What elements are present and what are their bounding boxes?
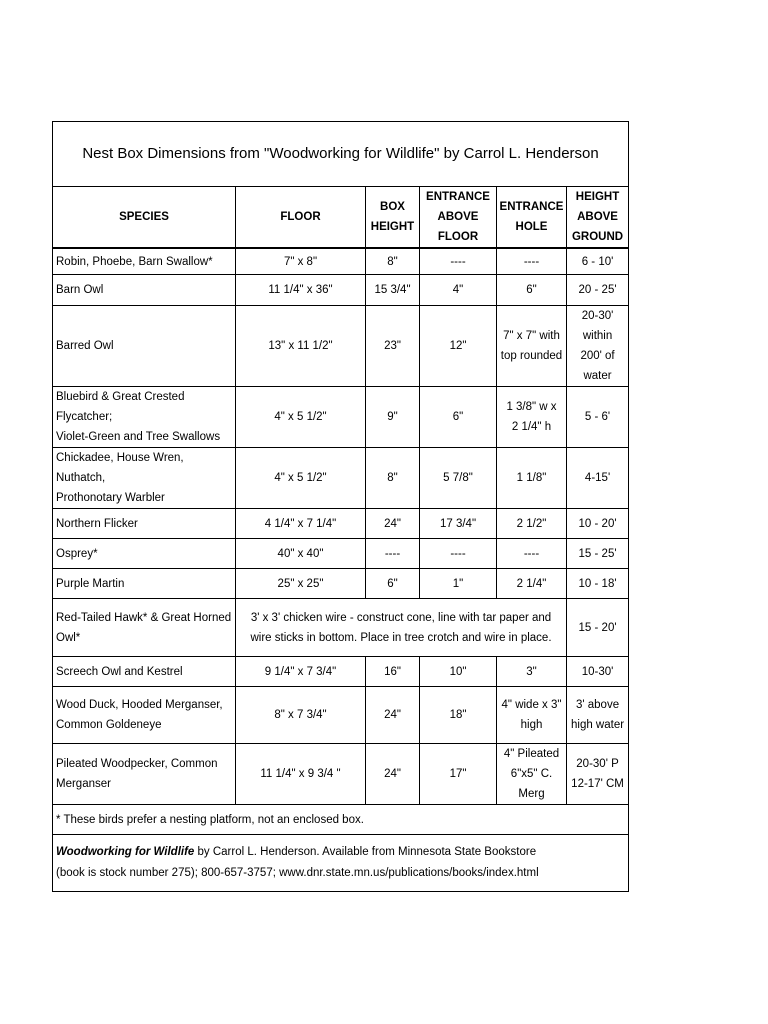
cell-entrance-above-floor: ----: [420, 539, 497, 569]
header-species: SPECIES: [53, 187, 236, 249]
cell-height-above-ground: 3' above high water: [567, 687, 629, 744]
table-row: [53, 687, 629, 744]
cell-entrance-hole: 2 1/4": [497, 569, 567, 599]
cell-floor: 40" x 40": [236, 539, 366, 569]
cell-height-above-ground: 20-30' within 200' of water: [567, 306, 629, 387]
cell-box-height: 16": [366, 657, 420, 687]
cell-entrance-above-floor: 6": [420, 387, 497, 448]
cell-entrance-hole: 7" x 7" with top rounded: [497, 306, 567, 387]
cell-species: Wood Duck, Hooded Merganser, Common Goldeneye: [53, 687, 236, 744]
table-row: [53, 248, 629, 275]
cell-floor: 4" x 5 1/2": [236, 387, 366, 448]
cell-box-height: 24": [366, 744, 420, 805]
cell-floor: 11 1/4" x 9 3/4 ": [236, 744, 366, 805]
cell-box-height: 6": [366, 569, 420, 599]
table-row: [53, 306, 629, 387]
cell-floor: 8" x 7 3/4": [236, 687, 366, 744]
cell-box-height: 23": [366, 306, 420, 387]
cell-box-height: 24": [366, 509, 420, 539]
table-row: [53, 387, 629, 448]
book-title: Woodworking for Wildlife: [56, 846, 195, 858]
cell-entrance-hole: 4" Pileated 6"x5" C. Merg: [497, 744, 567, 805]
cell-entrance-above-floor: 5 7/8": [420, 448, 497, 509]
cell-height-above-ground: 15 - 25': [567, 539, 629, 569]
cell-height-above-ground: 15 - 20': [567, 599, 629, 657]
cell-height-above-ground: 5 - 6': [567, 387, 629, 448]
footnote: * These birds prefer a nesting platform, not an enclosed box.: [53, 805, 629, 835]
cell-species: Barred Owl: [53, 306, 236, 387]
cell-entrance-above-floor: 17": [420, 744, 497, 805]
nest-box-spreadsheet: [52, 121, 625, 892]
cell-floor: 13" x 11 1/2": [236, 306, 366, 387]
table-row: [53, 599, 629, 657]
cell-species: Chickadee, House Wren, Nuthatch, Prothonotary Warbler: [53, 448, 236, 509]
credit-note: [53, 835, 629, 892]
cell-entrance-hole: 3": [497, 657, 567, 687]
cell-box-height: 8": [366, 248, 420, 275]
cell-entrance-hole: 4" wide x 3" high: [497, 687, 567, 744]
cell-merged-instructions: 3' x 3' chicken wire - construct cone, line with tar paper and wire sticks in bottom. Place in tree crotch and wire in place.: [236, 599, 567, 657]
cell-species: Osprey*: [53, 539, 236, 569]
cell-entrance-hole: 1 1/8": [497, 448, 567, 509]
cell-species: Pileated Woodpecker, Common Merganser: [53, 744, 236, 805]
table-title: Nest Box Dimensions from "Woodworking for Wildlife" by Carrol L. Henderson: [53, 122, 629, 187]
cell-height-above-ground: 20 - 25': [567, 275, 629, 306]
cell-entrance-above-floor: 10": [420, 657, 497, 687]
nest-box-table: [52, 121, 629, 892]
header-floor: FLOOR: [236, 187, 366, 249]
header-entrance-hole: ENTRANCE HOLE: [497, 187, 567, 249]
header-height-above-ground: HEIGHT ABOVE GROUND: [567, 187, 629, 249]
cell-box-height: ----: [366, 539, 420, 569]
cell-species: Barn Owl: [53, 275, 236, 306]
cell-entrance-above-floor: ----: [420, 248, 497, 275]
cell-box-height: 15 3/4": [366, 275, 420, 306]
header-box-height: BOX HEIGHT: [366, 187, 420, 249]
table-row: [53, 539, 629, 569]
cell-entrance-above-floor: 18": [420, 687, 497, 744]
cell-height-above-ground: 6 - 10': [567, 248, 629, 275]
cell-species: Robin, Phoebe, Barn Swallow*: [53, 248, 236, 275]
cell-entrance-hole: ----: [497, 539, 567, 569]
table-row: [53, 448, 629, 509]
cell-entrance-above-floor: 17 3/4": [420, 509, 497, 539]
header-entrance-above-floor: ENTRANCE ABOVE FLOOR: [420, 187, 497, 249]
cell-height-above-ground: 10-30': [567, 657, 629, 687]
cell-entrance-above-floor: 1": [420, 569, 497, 599]
cell-species: Red-Tailed Hawk* & Great Horned Owl*: [53, 599, 236, 657]
cell-floor: 4 1/4" x 7 1/4": [236, 509, 366, 539]
table-row: [53, 657, 629, 687]
cell-species: Bluebird & Great Crested Flycatcher; Violet-Green and Tree Swallows: [53, 387, 236, 448]
cell-height-above-ground: 20-30' P 12-17' CM: [567, 744, 629, 805]
cell-entrance-hole: 6": [497, 275, 567, 306]
cell-box-height: 8": [366, 448, 420, 509]
table-body: [53, 248, 629, 805]
credit-line-1: by Carrol L. Henderson. Available from Minnesota State Bookstore: [194, 846, 537, 858]
cell-height-above-ground: 10 - 18': [567, 569, 629, 599]
cell-entrance-hole: ----: [497, 248, 567, 275]
table-row: [53, 569, 629, 599]
cell-species: Screech Owl and Kestrel: [53, 657, 236, 687]
table-row: [53, 509, 629, 539]
cell-height-above-ground: 4-15': [567, 448, 629, 509]
cell-box-height: 9": [366, 387, 420, 448]
cell-entrance-hole: 1 3/8" w x 2 1/4" h: [497, 387, 567, 448]
table-row: [53, 275, 629, 306]
cell-floor: 4" x 5 1/2": [236, 448, 366, 509]
cell-floor: 7" x 8": [236, 248, 366, 275]
cell-height-above-ground: 10 - 20': [567, 509, 629, 539]
cell-floor: 25" x 25": [236, 569, 366, 599]
table-row: [53, 744, 629, 805]
cell-floor: 11 1/4" x 36": [236, 275, 366, 306]
cell-entrance-hole: 2 1/2": [497, 509, 567, 539]
credit-line-2: (book is stock number 275); 800-657-3757; www.dnr.state.mn.us/publications/books/index.html: [56, 867, 539, 879]
cell-entrance-above-floor: 4": [420, 275, 497, 306]
cell-species: Purple Martin: [53, 569, 236, 599]
cell-box-height: 24": [366, 687, 420, 744]
cell-floor: 9 1/4" x 7 3/4": [236, 657, 366, 687]
cell-species: Northern Flicker: [53, 509, 236, 539]
cell-entrance-above-floor: 12": [420, 306, 497, 387]
